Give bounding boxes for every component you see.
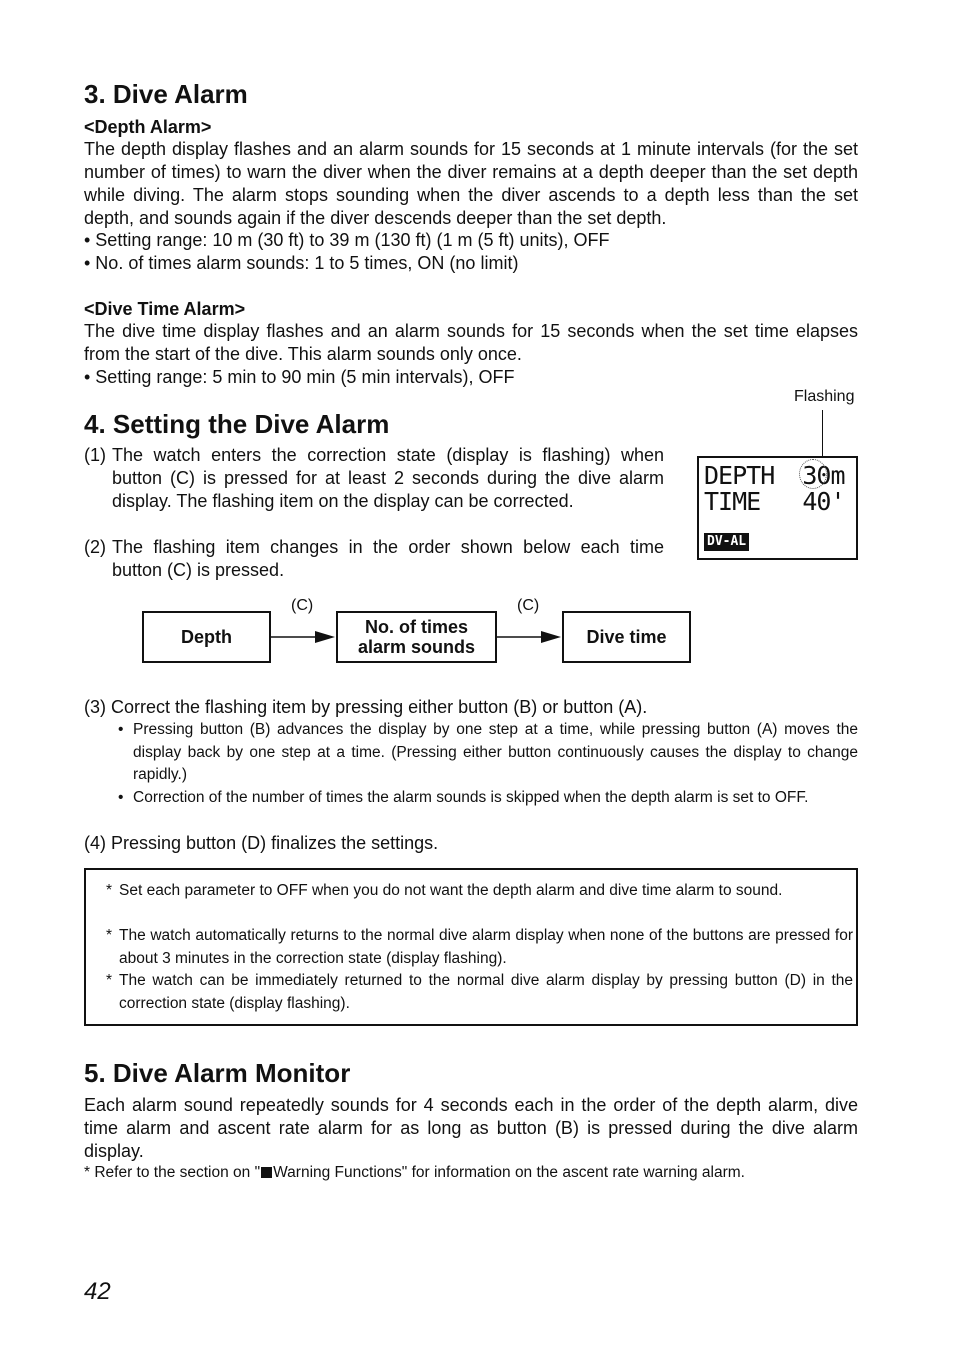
lcd-time-line: TIME 40' [704, 487, 845, 516]
flow-box-dive-time [562, 611, 691, 663]
section-5-body: Each alarm sound repeatedly sounds for 4 seconds each in the order of the depth alarm, dive time alarm and ascent rate alarm for as long as button (B) is pressed during the dive alarm display. [84, 1095, 858, 1161]
flashing-label: Flashing [794, 388, 855, 405]
flow-box-times-line2: alarm sounds [357, 637, 476, 657]
footnote-prefix: * Refer to the section on " [84, 1164, 261, 1181]
step-3-text: (3) Correct the flashing item by pressing either button (B) or button (A). [84, 697, 648, 717]
flow-arrow-2-icon [497, 629, 563, 645]
step-1 [84, 444, 664, 536]
lcd-mode-badge: DV-AL [704, 533, 749, 551]
black-square-icon [261, 1167, 272, 1178]
notes-box [84, 868, 858, 1026]
step-1-text: The watch enters the correction state (display is flashing) when button (C) is pressed for at least 2 seconds during the dive alarm display. The flashing item on the display can be corrected. [112, 445, 664, 511]
lcd-depth-line: DEPTH 30m [704, 461, 845, 490]
dive-time-alarm-heading: <Dive Time Alarm> [84, 299, 246, 319]
watch-lcd-display [697, 456, 858, 560]
page-number: 42 [84, 1278, 111, 1305]
depth-alarm-body: The depth display flashes and an alarm sounds for 15 seconds at 1 minute intervals (for the set number of times) to warn the diver when the diver remains at a depth deeper than the set depth while diving. The alarm stops sounding when the diver ascends to a depth less than the set depth, and sounds again if the diver descends deeper than the set depth. [84, 139, 858, 228]
flow-box-dive-time-label: Dive time [586, 627, 667, 647]
note-2: * The watch automatically returns to the normal dive alarm display when none of the buttons are pressed for about 3 minutes in the correction state (display flashing). [106, 927, 853, 967]
note-1: * Set each parameter to OFF when you do not want the depth alarm and dive time alarm to sound. [106, 882, 783, 899]
flow-box-times [336, 611, 497, 663]
footnote-suffix: Warning Functions" for information on the ascent rate warning alarm. [273, 1164, 745, 1181]
flow-box-depth-label: Depth [181, 627, 232, 647]
dive-time-setting-range: • Setting range: 5 min to 90 min (5 min intervals), OFF [84, 367, 515, 387]
section-5-footnote [84, 1162, 745, 1185]
flow-arrow-1-icon [271, 629, 337, 645]
step-3-bullets [118, 719, 858, 809]
section-3-title: 3. Dive Alarm [84, 79, 248, 109]
section-5-title: 5. Dive Alarm Monitor [84, 1058, 351, 1088]
step-2-number: (2) [84, 537, 106, 557]
flow-arrow-2-label: (C) [517, 597, 540, 614]
flashing-indicator-icon [799, 459, 827, 489]
dive-time-alarm-body: The dive time display flashes and an alarm sounds for 15 seconds when the set time elapses from the start of the dive. This alarm sounds only once. [84, 321, 858, 364]
flow-arrow-1-label: (C) [291, 597, 314, 614]
section-4-title: 4. Setting the Dive Alarm [84, 409, 390, 439]
flow-box-times-line1: No. of times [364, 617, 468, 637]
depth-setting-range: • Setting range: 10 m (30 ft) to 39 m (130 ft) (1 m (5 ft) units), OFF [84, 230, 610, 250]
step-2 [84, 536, 664, 582]
flashing-pointer-line [822, 410, 823, 462]
depth-alarm-heading: <Depth Alarm> [84, 117, 212, 137]
note-3: * The watch can be immediately returned to the normal dive alarm display by pressing button (D) in the correction state (display flashing). [106, 972, 853, 1012]
step-4-text: (4) Pressing button (D) finalizes the settings. [84, 833, 439, 853]
step-3-bullet-1: • Pressing button (B) advances the display by one step at a time, while pressing button (A) moves the display back by one step at a time. (Pressing either button continuously causes the display to change rapidly.) [118, 721, 858, 783]
step-1-number: (1) [84, 445, 106, 465]
depth-alarm-times: • No. of times alarm sounds: 1 to 5 times, ON (no limit) [84, 253, 519, 273]
step-2-text: The flashing item changes in the order shown below each time button (C) is pressed. [112, 537, 664, 580]
step-3-bullet-2: • Correction of the number of times the alarm sounds is skipped when the depth alarm is set to OFF. [118, 788, 809, 806]
flow-box-depth [142, 611, 271, 663]
